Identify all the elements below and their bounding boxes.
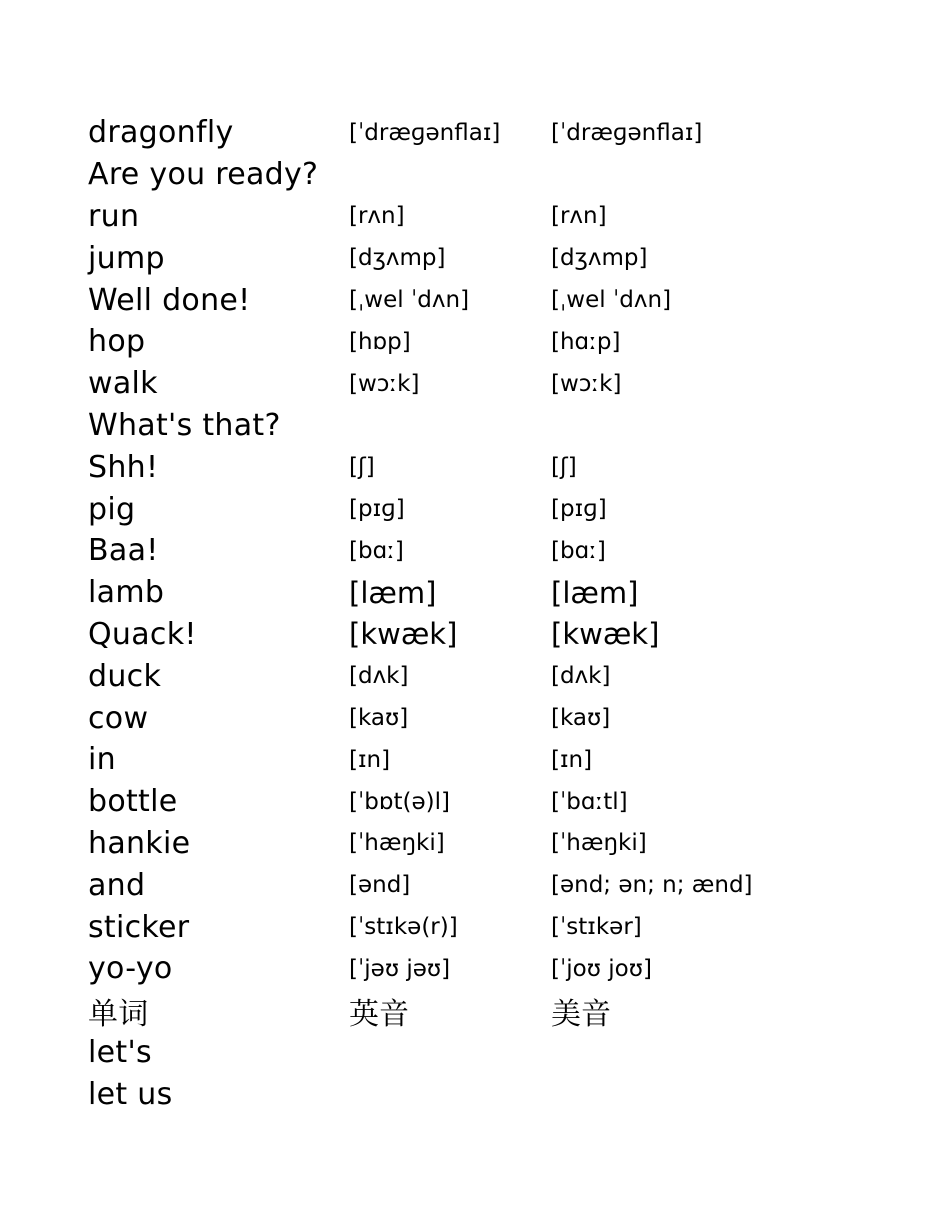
word-cell: Quack! — [88, 616, 197, 652]
word-cell: and — [88, 867, 146, 903]
us-phonetic-cell: [ɪn] — [551, 746, 593, 773]
word-cell: dragonfly — [88, 115, 234, 151]
word-cell: let's — [88, 1034, 152, 1070]
vocab-row — [88, 739, 848, 781]
vocab-row — [88, 906, 848, 948]
word-cell: walk — [88, 366, 158, 402]
word-cell: bottle — [88, 784, 178, 820]
word-cell: Shh! — [88, 449, 159, 485]
us-phonetic-cell: [rʌn] — [551, 203, 607, 230]
vocab-row — [88, 154, 848, 196]
vocab-row — [88, 321, 848, 363]
word-cell: jump — [88, 240, 165, 276]
uk-phonetic-cell: [ˈjəʊ jəʊ] — [349, 955, 451, 982]
word-cell: Baa! — [88, 533, 159, 569]
word-cell: Well done! — [88, 282, 251, 318]
vocab-row — [88, 823, 848, 865]
word-cell: sticker — [88, 909, 190, 945]
uk-phonetic-cell: [læm] — [349, 575, 437, 610]
vocab-row — [88, 614, 848, 656]
us-phonetic-cell: [ˈhæŋki] — [551, 830, 647, 857]
uk-phonetic-cell: [dʌk] — [349, 663, 409, 690]
uk-phonetic-cell: [kwæk] — [349, 617, 458, 652]
uk-phonetic-cell: [dʒʌmp] — [349, 245, 446, 272]
us-phonetic-cell: [ˈstɪkər] — [551, 914, 642, 941]
vocab-row — [88, 405, 848, 447]
us-phonetic-cell: [kaʊ] — [551, 705, 611, 732]
uk-phonetic-cell: [ˌwel ˈdʌn] — [349, 287, 470, 314]
us-phonetic-cell: [ˈbɑːtl] — [551, 788, 628, 815]
word-cell: let us — [88, 1076, 173, 1112]
us-phonetic-cell: [ˈdræɡənflaɪ] — [551, 119, 703, 146]
word-cell: in — [88, 742, 116, 778]
us-phonetic-cell: [læm] — [551, 575, 639, 610]
word-cell: Are you ready? — [88, 157, 319, 193]
word-cell: What's that? — [88, 407, 281, 443]
uk-phonetic-cell: [ˈbɒt(ə)l] — [349, 788, 450, 815]
us-phonetic-cell: [dʒʌmp] — [551, 245, 648, 272]
uk-phonetic-cell: [ɪn] — [349, 746, 391, 773]
vocab-row — [88, 279, 848, 321]
vocab-row — [88, 446, 848, 488]
us-phonetic-cell: [bɑː] — [551, 537, 606, 564]
us-phonetic-cell: [ʃ] — [551, 454, 577, 481]
vocab-row — [88, 697, 848, 739]
us-phonetic-cell: [hɑːp] — [551, 328, 621, 355]
uk-phonetic-cell: [kaʊ] — [349, 705, 409, 732]
vocab-row — [88, 237, 848, 279]
word-cell: duck — [88, 658, 162, 694]
uk-phonetic-cell: [hɒp] — [349, 328, 411, 355]
word-cell: hankie — [88, 825, 191, 861]
vocab-row — [88, 948, 848, 990]
us-phonetic-cell: [pɪɡ] — [551, 496, 607, 523]
us-phonetic-cell: [ˌwel ˈdʌn] — [551, 287, 672, 314]
word-cell: hop — [88, 324, 146, 360]
vocab-row — [88, 655, 848, 697]
word-cell: 单词 — [88, 996, 149, 1032]
vocab-row — [88, 1073, 848, 1115]
word-cell: run — [88, 198, 140, 234]
vocab-row — [88, 572, 848, 614]
us-phonetic-cell: [wɔːk] — [551, 370, 622, 397]
vocab-row — [88, 196, 848, 238]
word-cell: yo-yo — [88, 951, 173, 987]
vocab-row — [88, 530, 848, 572]
vocab-row — [88, 781, 848, 823]
uk-phonetic-cell: [ʃ] — [349, 454, 375, 481]
vocabulary-list — [88, 112, 848, 1115]
word-cell: cow — [88, 700, 149, 736]
us-phonetic-cell: [dʌk] — [551, 663, 611, 690]
uk-phonetic-cell: [wɔːk] — [349, 370, 420, 397]
uk-phonetic-cell: [pɪɡ] — [349, 496, 405, 523]
vocab-row — [88, 1032, 848, 1074]
uk-phonetic-cell: 英音 — [349, 996, 409, 1032]
word-cell: pig — [88, 491, 136, 527]
vocab-row — [88, 864, 848, 906]
uk-phonetic-cell: [ənd] — [349, 872, 411, 899]
vocab-row — [88, 112, 848, 154]
us-phonetic-cell: 美音 — [551, 996, 611, 1032]
us-phonetic-cell: [ənd; ən; n; ænd] — [551, 872, 753, 899]
uk-phonetic-cell: [bɑː] — [349, 537, 404, 564]
us-phonetic-cell: [kwæk] — [551, 617, 660, 652]
vocab-row — [88, 363, 848, 405]
vocab-row — [88, 990, 848, 1032]
vocab-row — [88, 488, 848, 530]
word-cell: lamb — [88, 575, 165, 611]
uk-phonetic-cell: [ˈhæŋki] — [349, 830, 445, 857]
uk-phonetic-cell: [ˈstɪkə(r)] — [349, 914, 458, 941]
us-phonetic-cell: [ˈjoʊ joʊ] — [551, 955, 652, 982]
uk-phonetic-cell: [rʌn] — [349, 203, 405, 230]
uk-phonetic-cell: [ˈdræɡənflaɪ] — [349, 119, 501, 146]
